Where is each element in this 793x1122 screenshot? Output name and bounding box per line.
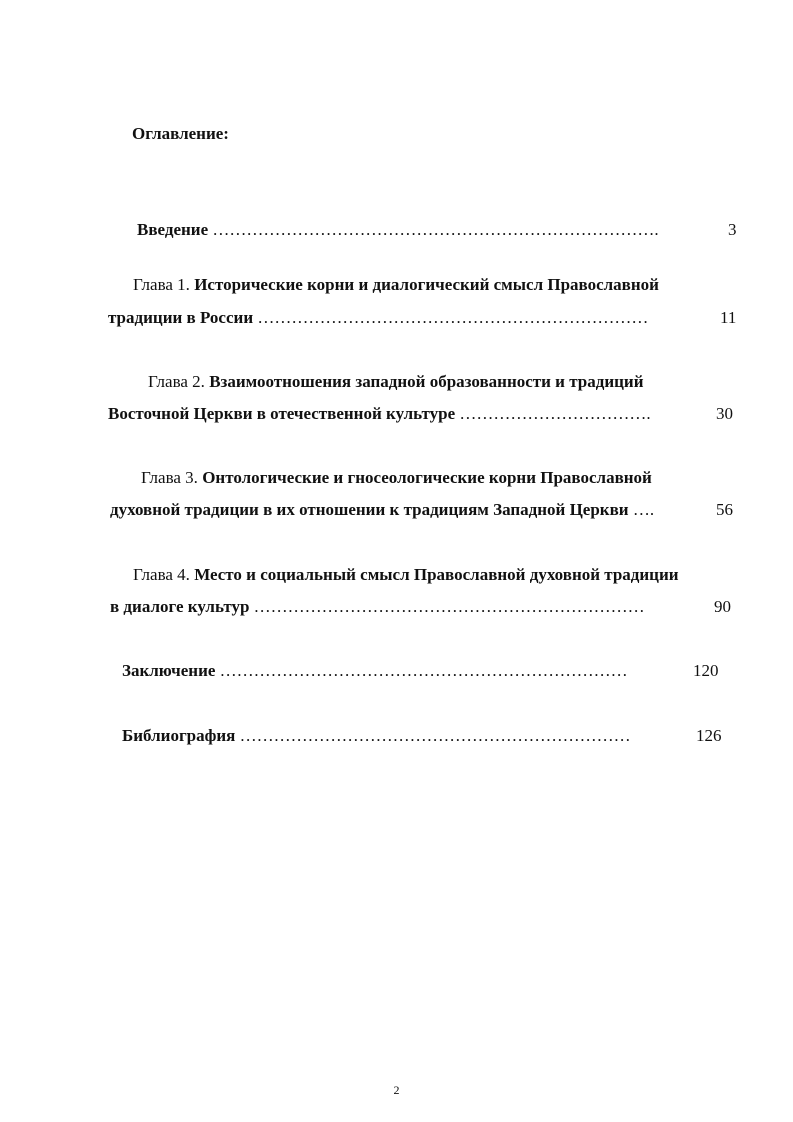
toc-ch4-dots: …………………………………………………………… (253, 597, 645, 616)
toc-intro-dots: ……………………………………………………………………. (212, 220, 659, 239)
toc-intro-page: 3 (728, 220, 737, 239)
toc-heading: Оглавление: (132, 124, 229, 143)
toc-ch2-dots: ……………………………. (459, 404, 651, 423)
toc-ch2-title-b: Восточной Церкви в отечественной культуре (108, 404, 456, 423)
toc-intro-title: Введение (137, 220, 209, 239)
toc-ch2-prefix: Глава 2. (148, 372, 205, 391)
toc-ch3-line2 (110, 499, 654, 521)
toc-ch1-title-b: традиции в России (108, 308, 254, 327)
toc-conclusion-dots: ……………………………………………………………… (219, 661, 628, 680)
toc-bibliography-title: Библиография (122, 726, 236, 745)
toc-ch4-title-b: в диалоге культур (110, 597, 250, 616)
toc-ch1-page: 11 (720, 308, 737, 327)
toc-ch1-prefix: Глава 1. (133, 275, 190, 294)
toc-ch4-line1 (133, 564, 679, 586)
toc-bibliography-dots: …………………………………………………………… (239, 726, 631, 745)
toc-ch4-line2 (110, 596, 645, 618)
toc-entry-conclusion (122, 660, 628, 682)
toc-ch2-title-a: Взаимоотношения западной образованности и традиций (209, 372, 644, 391)
toc-ch3-title-a: Онтологические и гносеологические корни Православной (202, 468, 652, 487)
toc-ch4-prefix: Глава 4. (133, 565, 190, 584)
toc-entry-intro (137, 219, 659, 241)
toc-entry-bibliography (122, 725, 631, 747)
toc-ch2-line2 (108, 403, 651, 425)
toc-ch1-line1 (133, 274, 659, 296)
toc-ch2-line1 (148, 371, 644, 393)
toc-ch1-title-a: Исторические корни и диалогический смысл Православной (194, 275, 659, 294)
toc-ch3-dots: …. (632, 500, 655, 519)
toc-ch4-page: 90 (714, 597, 731, 616)
toc-ch3-title-b: духовной традиции в их отношении к традициям Западной Церкви (110, 500, 629, 519)
toc-ch4-title-a: Место и социальный смысл Православной духовной традиции (194, 565, 679, 584)
toc-ch3-line1 (141, 467, 652, 489)
toc-bibliography-page: 126 (696, 726, 722, 745)
toc-conclusion-page: 120 (693, 661, 719, 680)
toc-ch1-dots: …………………………………………………………… (257, 308, 649, 327)
page-number: 2 (393, 1083, 400, 1097)
toc-ch1-line2 (108, 307, 648, 329)
toc-ch2-page: 30 (716, 404, 733, 423)
toc-conclusion-title: Заключение (122, 661, 216, 680)
toc-ch3-prefix: Глава 3. (141, 468, 198, 487)
toc-ch3-page: 56 (716, 500, 733, 519)
